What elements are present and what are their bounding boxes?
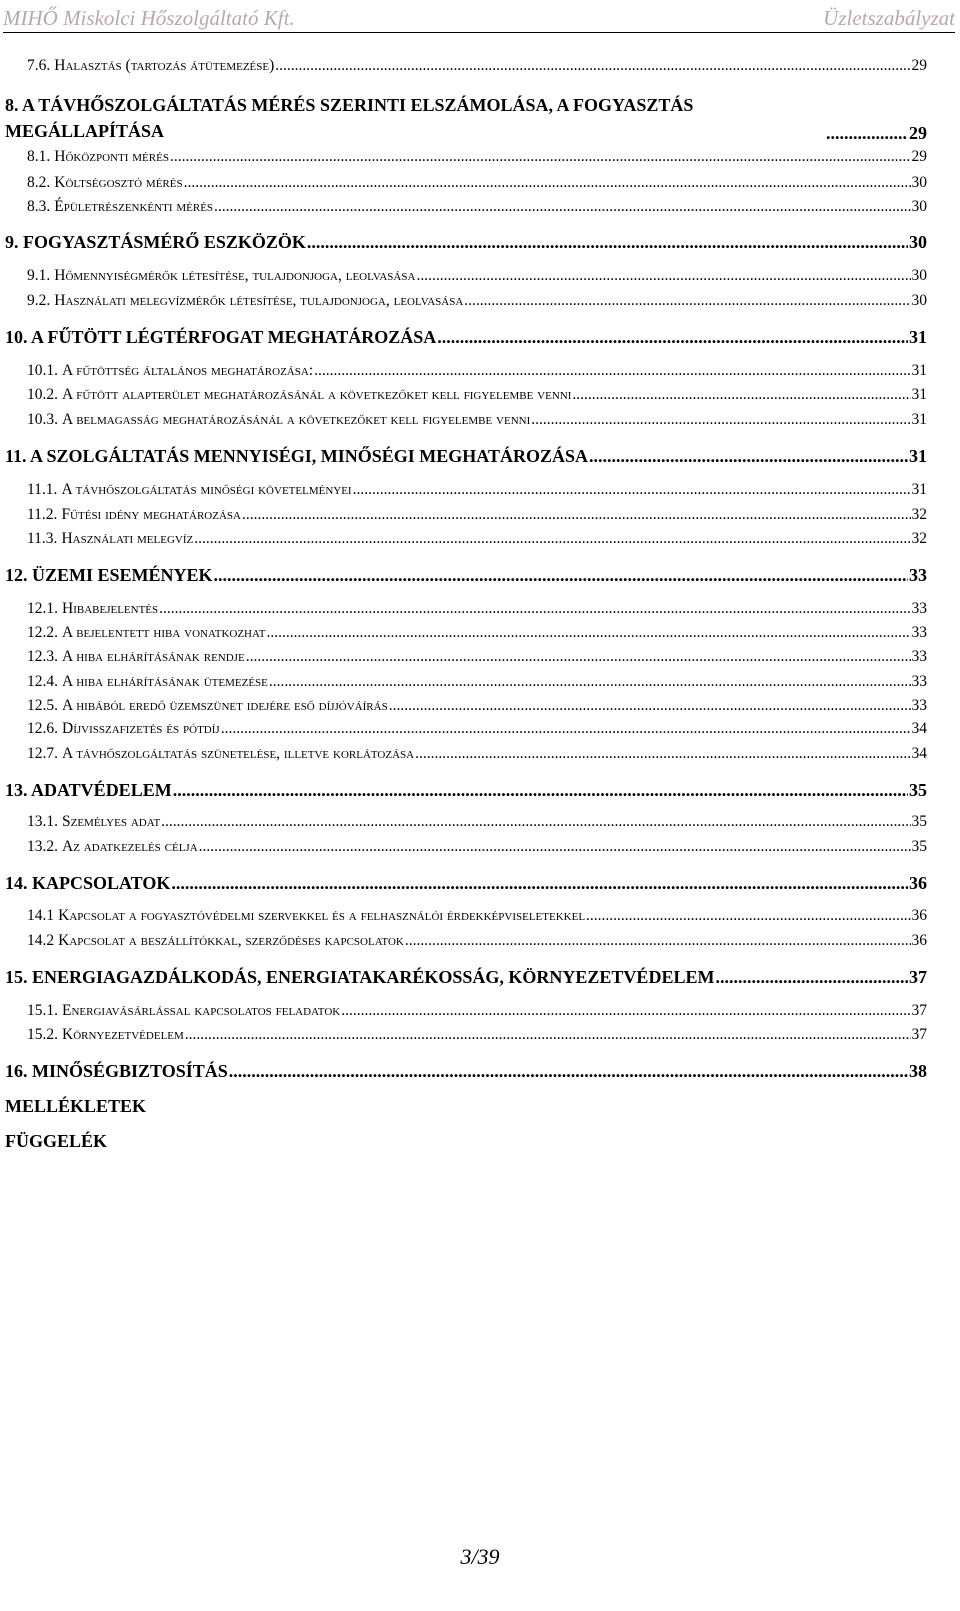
toc-entry[interactable] bbox=[27, 1002, 927, 1020]
toc-entry[interactable] bbox=[27, 720, 927, 738]
toc-entry[interactable] bbox=[27, 148, 927, 166]
toc-leader-dots bbox=[221, 720, 911, 738]
toc-entry-label: Energiavásárlással kapcsolatos feladatok bbox=[62, 1002, 341, 1019]
toc-entry[interactable] bbox=[27, 697, 927, 715]
toc-entry-title bbox=[27, 624, 265, 642]
toc-page-number: 33 bbox=[911, 600, 927, 617]
toc-leader-dots bbox=[531, 411, 910, 429]
toc-page-number: 33 bbox=[911, 648, 927, 665]
toc-entry-label: Halasztás (tartozás átütemezése) bbox=[54, 57, 275, 74]
toc-entry-title bbox=[5, 967, 714, 988]
page-number: 3/39 bbox=[460, 1544, 500, 1569]
toc-entry-title bbox=[27, 1002, 340, 1020]
toc-page-number: 33 bbox=[911, 673, 927, 690]
toc-entry[interactable] bbox=[5, 327, 927, 348]
toc-page-number: 36 bbox=[911, 932, 927, 949]
toc-leader-dots bbox=[171, 873, 908, 894]
toc-entry-title bbox=[27, 932, 404, 950]
toc-page-number: 31 bbox=[911, 386, 927, 403]
toc-entry[interactable] bbox=[5, 1061, 927, 1082]
toc-entry-number: 11.1. bbox=[27, 481, 58, 498]
toc-entry[interactable] bbox=[27, 481, 927, 499]
toc-entry-label: Épületrészenkénti mérés bbox=[54, 198, 214, 215]
toc-entry[interactable] bbox=[27, 292, 927, 310]
toc-page-number: 30 bbox=[909, 232, 927, 252]
toc-leader-dots bbox=[416, 267, 910, 285]
toc-entry-label: A SZOLGÁLTATÁS MENNYISÉGI, MINŐSÉGI MEGHATÁROZÁSA bbox=[30, 446, 588, 466]
toc-entry-label: Használati melegvíz bbox=[61, 530, 194, 547]
toc-page-number: 33 bbox=[911, 697, 927, 714]
toc-entry-label: Díjvisszafizetés és pótdíj bbox=[62, 720, 220, 737]
toc-entry-number: 12.4. bbox=[27, 673, 58, 690]
toc-entry-number: 14.1 bbox=[27, 907, 55, 924]
toc-entry-number: 12. bbox=[5, 565, 28, 585]
toc-entry-title bbox=[5, 92, 825, 144]
toc-page-number: 29 bbox=[911, 57, 927, 74]
toc-entry[interactable] bbox=[27, 267, 927, 285]
toc-page-number: 31 bbox=[909, 446, 927, 466]
toc-entry[interactable] bbox=[5, 873, 927, 894]
toc-entry-label: Fűtési idény meghatározása bbox=[61, 506, 241, 523]
toc-entry-label: Hőmennyiségmérők létesítése, tulajdonjoga, leolvasása bbox=[54, 267, 416, 284]
toc-entry-number: 14. bbox=[5, 873, 28, 893]
toc-entry[interactable] bbox=[27, 648, 927, 666]
toc-entry-label: Az adatkezelés célja bbox=[62, 838, 198, 855]
toc-entry-title bbox=[27, 600, 158, 618]
toc-entry-label: Költségosztó mérés bbox=[54, 174, 183, 191]
toc-entry-number: 12.1. bbox=[27, 600, 58, 617]
toc-entry[interactable] bbox=[27, 198, 927, 216]
toc-entry[interactable] bbox=[27, 362, 927, 380]
toc-entry-title bbox=[27, 813, 160, 831]
toc-entry-label: A hibából eredő üzemszünet idejére eső díjjóváírás bbox=[62, 697, 388, 714]
toc-entry-number: 8. bbox=[5, 95, 19, 115]
document-title: Üzletszabályzat bbox=[823, 6, 955, 30]
toc-entry-number: 15.1. bbox=[27, 1002, 58, 1019]
toc-page-number: 30 bbox=[911, 198, 927, 215]
toc-leader-dots bbox=[415, 745, 910, 763]
toc-entry[interactable] bbox=[27, 1026, 927, 1044]
toc-entry-number: 11.2. bbox=[27, 506, 58, 523]
page-header bbox=[3, 2, 955, 33]
toc-entry[interactable] bbox=[27, 386, 927, 404]
toc-leader-dots bbox=[194, 530, 910, 548]
toc-page-number: 37 bbox=[911, 1026, 927, 1043]
toc-leader-dots bbox=[353, 481, 911, 499]
toc-appendices: MELLÉKLETEK bbox=[5, 1096, 147, 1116]
toc-entry-title bbox=[5, 780, 172, 801]
toc-page-number: 35 bbox=[911, 838, 927, 855]
toc-entry[interactable] bbox=[27, 506, 927, 524]
toc-leader-dots bbox=[185, 1026, 911, 1044]
toc-page-number: 35 bbox=[911, 813, 927, 830]
toc-page-number: 33 bbox=[911, 624, 927, 641]
toc-entry-label: MINŐSÉGBIZTOSÍTÁS bbox=[32, 1061, 228, 1081]
toc-entry-title bbox=[27, 673, 268, 691]
toc-entry-title bbox=[27, 267, 415, 285]
toc-entry-label: ENERGIAGAZDÁLKODÁS, ENERGIATAKARÉKOSSÁG, KÖRNYEZETVÉDELEM bbox=[32, 967, 715, 987]
toc-entry-label: KAPCSOLATOK bbox=[32, 873, 171, 893]
toc-entry-label: A hiba elhárításának ütemezése bbox=[62, 673, 268, 690]
toc-leader-dots bbox=[242, 506, 911, 524]
toc-entry[interactable] bbox=[27, 838, 927, 856]
toc-page-number: 38 bbox=[909, 1061, 927, 1081]
toc-entry-number: 16. bbox=[5, 1061, 28, 1081]
toc-entry-number: 11.3. bbox=[27, 530, 58, 547]
toc-entry-label: ADATVÉDELEM bbox=[31, 780, 172, 800]
toc-entry-number: 12.7. bbox=[27, 745, 58, 762]
toc-entry[interactable] bbox=[27, 57, 927, 75]
toc-entry-number: 12.6. bbox=[27, 720, 58, 737]
toc-entry-number: 15. bbox=[5, 967, 28, 987]
toc-leader-dots bbox=[266, 624, 910, 642]
toc-page-number: 36 bbox=[911, 907, 927, 924]
toc-entry-label: Személyes adat bbox=[62, 813, 161, 830]
toc-entry[interactable] bbox=[27, 745, 927, 763]
toc-page-number: 37 bbox=[911, 1002, 927, 1019]
toc-entry-title bbox=[27, 648, 245, 666]
toc-page-number: 31 bbox=[911, 411, 927, 428]
toc-entry-label: FOGYASZTÁSMÉRŐ ESZKÖZÖK bbox=[23, 232, 306, 252]
toc-entry-title bbox=[27, 907, 585, 925]
toc-page-number: 34 bbox=[911, 720, 927, 737]
toc-entry-number: 13.1. bbox=[27, 813, 58, 830]
toc-entry[interactable] bbox=[27, 673, 927, 691]
toc-entry[interactable] bbox=[27, 624, 927, 642]
toc-leader-dots bbox=[214, 198, 910, 216]
toc-entry[interactable] bbox=[27, 600, 927, 618]
toc-leader-dots bbox=[389, 697, 911, 715]
toc-leader-dots bbox=[826, 123, 908, 144]
company-name: MIHŐ Miskolci Hőszolgáltató Kft. bbox=[3, 6, 295, 30]
toc-entry-title bbox=[27, 530, 193, 548]
toc-entry-number: 8.3. bbox=[27, 198, 51, 215]
toc-entry-title bbox=[5, 327, 436, 348]
toc-leader-dots bbox=[437, 327, 908, 348]
toc-leader-dots bbox=[572, 386, 910, 404]
toc-entry-label: A belmagasság meghatározásánál a következőket kell figyelembe venni bbox=[62, 411, 531, 428]
toc-entry-title bbox=[27, 411, 530, 429]
toc-entry-title bbox=[27, 57, 274, 75]
toc-entry[interactable] bbox=[27, 530, 927, 548]
toc-entry[interactable] bbox=[27, 813, 927, 831]
toc-entry-label: ÜZEMI ESEMÉNYEK bbox=[32, 565, 213, 585]
toc-entry-title bbox=[27, 481, 352, 499]
toc-entry[interactable] bbox=[27, 907, 927, 925]
toc-leader-dots bbox=[275, 57, 910, 75]
toc-entry-number: 12.3. bbox=[27, 648, 58, 665]
toc-page-number: 30 bbox=[911, 267, 927, 284]
toc-leader-dots bbox=[184, 174, 911, 192]
toc-entry[interactable] bbox=[5, 232, 927, 253]
toc-page-number: 35 bbox=[909, 780, 927, 800]
toc-entry-label: Kapcsolat a beszállítókkal, szerződéses kapcsolatok bbox=[58, 932, 404, 949]
toc-leader-dots bbox=[214, 565, 908, 586]
toc-entry-number: 10.3. bbox=[27, 411, 58, 428]
toc-entry-number: 11. bbox=[5, 446, 27, 466]
toc-leader-dots bbox=[586, 907, 910, 925]
toc-entry-number: 10.1. bbox=[27, 362, 58, 379]
toc-leader-dots bbox=[307, 232, 908, 253]
toc-entry-title bbox=[27, 148, 169, 166]
toc-page-number: 33 bbox=[909, 565, 927, 585]
toc-page-number: 31 bbox=[911, 481, 927, 498]
toc-page-number: 29 bbox=[911, 148, 927, 165]
toc-page-number: 37 bbox=[909, 967, 927, 987]
toc-supplement: FÜGGELÉK bbox=[5, 1131, 108, 1151]
toc-entry-number: 9.1. bbox=[27, 267, 51, 284]
toc-leader-dots bbox=[229, 1061, 908, 1082]
toc-page-number: 34 bbox=[911, 745, 927, 762]
toc-entry[interactable] bbox=[27, 174, 927, 192]
toc-page-number: 36 bbox=[909, 873, 927, 893]
toc-leader-dots bbox=[199, 838, 911, 856]
toc-page-number: 29 bbox=[909, 123, 927, 143]
toc-entry-number: 13. bbox=[5, 780, 28, 800]
toc-entry[interactable] bbox=[5, 565, 927, 586]
toc-entry-title bbox=[5, 446, 588, 467]
toc-entry[interactable] bbox=[5, 967, 927, 988]
toc-entry[interactable] bbox=[27, 411, 927, 429]
toc-entry-title bbox=[27, 506, 241, 524]
toc-leader-dots bbox=[269, 673, 911, 691]
toc-leader-dots bbox=[246, 648, 911, 666]
toc-entry-title bbox=[27, 838, 198, 856]
toc-page-number: 30 bbox=[911, 174, 927, 191]
toc-leader-dots bbox=[170, 148, 911, 166]
toc-entry-title bbox=[27, 198, 213, 216]
toc-leader-dots bbox=[405, 932, 911, 950]
toc-leader-dots bbox=[464, 292, 910, 310]
toc-entry-title bbox=[5, 1061, 228, 1082]
toc-leader-dots bbox=[715, 967, 908, 988]
toc-entry-title bbox=[27, 174, 183, 192]
toc-entry-title bbox=[27, 745, 414, 763]
toc-entry[interactable] bbox=[5, 780, 927, 801]
toc-entry-number: 12.5. bbox=[27, 697, 58, 714]
toc-entry-title bbox=[5, 565, 213, 586]
toc-page-number: 32 bbox=[911, 506, 927, 523]
toc-entry-label: A FŰTÖTT LÉGTÉRFOGAT MEGHATÁROZÁSA bbox=[31, 327, 437, 347]
toc-entry-label: A fűtött alapterület meghatározásánál a következőket kell figyelembe venni bbox=[62, 386, 572, 403]
toc-entry-title bbox=[27, 386, 571, 404]
toc-entry-label: A TÁVHŐSZOLGÁLTATÁS MÉRÉS SZERINTI ELSZÁMOLÁSA, A FOGYASZTÁS MEGÁLLAPÍTÁSA bbox=[5, 95, 694, 141]
toc-entry-label: A távhőszolgáltatás szünetelése, illetve korlátozása bbox=[62, 745, 415, 762]
toc-entry[interactable] bbox=[5, 446, 927, 467]
toc-entry-title bbox=[27, 1026, 184, 1044]
toc-entry-number: 7.6. bbox=[27, 57, 51, 74]
toc-entry-label: Környezetvédelem bbox=[62, 1026, 184, 1043]
toc-entry-number: 12.2. bbox=[27, 624, 58, 641]
toc-entry-title bbox=[27, 362, 313, 380]
toc-leader-dots bbox=[589, 446, 908, 467]
toc-entry-number: 15.2. bbox=[27, 1026, 58, 1043]
toc-entry-label: A fűtöttség általános meghatározása: bbox=[62, 362, 314, 379]
toc-entry[interactable] bbox=[27, 932, 927, 950]
toc-entry-label: A hiba elhárításának rendje bbox=[62, 648, 245, 665]
toc-entry-label: Kapcsolat a fogyasztóvédelmi szervekkel és a felhasználói érdekképviseletekkel bbox=[58, 907, 586, 924]
toc-page-number: 32 bbox=[911, 530, 927, 547]
toc-entry-number: 8.2. bbox=[27, 174, 51, 191]
toc-entry-number: 8.1. bbox=[27, 148, 51, 165]
toc-entry-number: 9. bbox=[5, 232, 19, 252]
toc-page-number: 31 bbox=[911, 362, 927, 379]
toc-entry-label: A bejelentett hiba vonatkozhat bbox=[62, 624, 266, 641]
toc-entry-label: Hibabejelentés bbox=[62, 600, 159, 617]
toc-page-number: 30 bbox=[911, 292, 927, 309]
toc-entry[interactable] bbox=[5, 92, 927, 144]
toc-entry-title bbox=[27, 292, 463, 310]
toc-entry-number: 13.2. bbox=[27, 838, 58, 855]
toc-leader-dots bbox=[173, 780, 908, 801]
toc-leader-dots bbox=[159, 600, 910, 618]
toc-entry-label: Használati melegvízmérők létesítése, tulajdonjoga, leolvasása bbox=[54, 292, 464, 309]
toc-leader-dots bbox=[161, 813, 910, 831]
toc-page-number: 31 bbox=[909, 327, 927, 347]
toc-entry-number: 10.2. bbox=[27, 386, 58, 403]
toc-entry-number: 9.2. bbox=[27, 292, 51, 309]
toc-leader-dots bbox=[341, 1002, 910, 1020]
toc-entry-label: A távhőszolgáltatás minőségi követelményei bbox=[61, 481, 352, 498]
toc-entry-number: 10. bbox=[5, 327, 28, 347]
toc-entry-title bbox=[27, 697, 388, 715]
toc-entry-title bbox=[5, 873, 170, 894]
toc-entry-number: 14.2 bbox=[27, 932, 55, 949]
toc-leader-dots bbox=[314, 362, 910, 380]
toc-entry-label: Hőközponti mérés bbox=[54, 148, 169, 165]
toc-entry-title bbox=[27, 720, 220, 738]
toc-entry-title bbox=[5, 232, 306, 253]
